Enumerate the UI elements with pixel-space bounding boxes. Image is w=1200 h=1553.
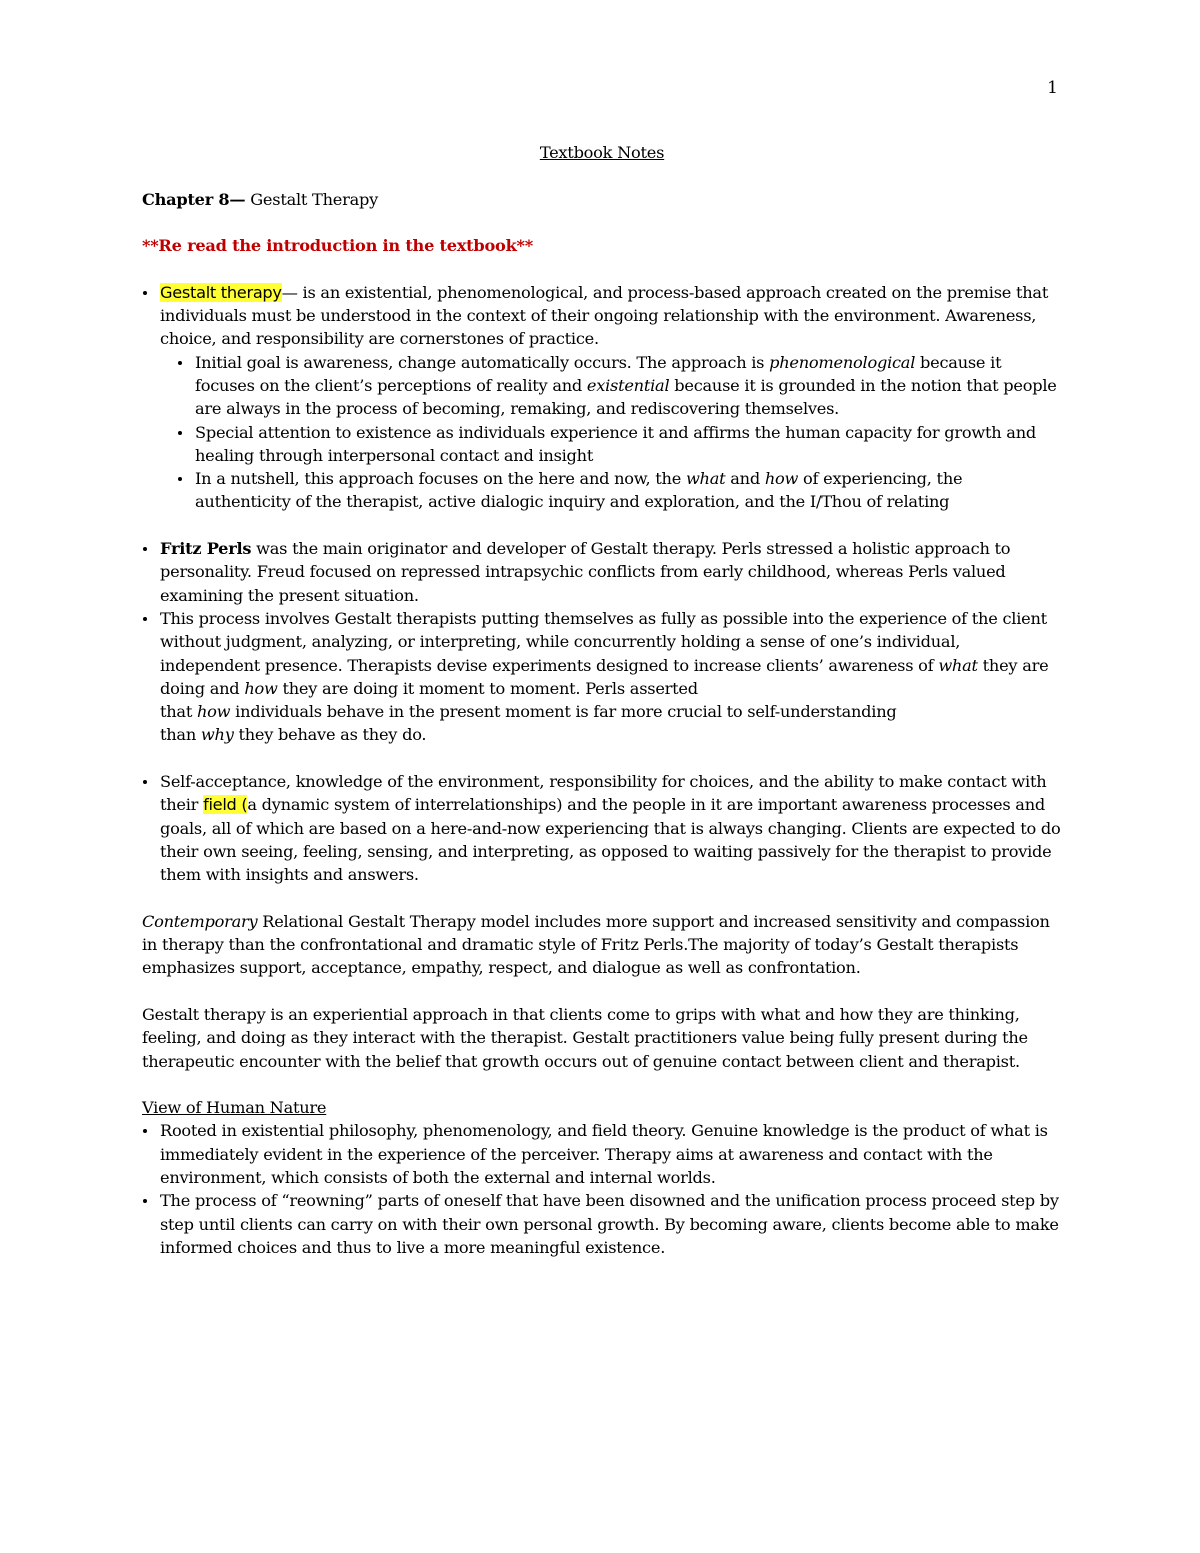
sublist-item-existence: Special attention to existence as individuals experience it and affirms the human capacity for growth and healing through interpersonal contact and insight xyxy=(177,421,1062,468)
text-run: individuals behave in the present moment is far more crucial to self-understanding xyxy=(230,702,897,722)
text-run: than xyxy=(160,725,201,745)
page-number: 1 xyxy=(1047,78,1058,98)
gestalt-sublist xyxy=(177,351,1062,514)
italic-how: how xyxy=(196,702,231,722)
sublist-item-nutshell xyxy=(177,467,1062,514)
italic-phenomenological: phenomenological xyxy=(769,352,916,372)
italic-contemporary: Contemporary xyxy=(142,911,258,931)
human-nature-list xyxy=(142,1119,1062,1259)
spacer xyxy=(142,514,1062,537)
text-run: because it is grounded in the notion that people are always in the process of becoming, remaking, and rediscovering themselves. xyxy=(195,375,1057,419)
section-heading-human-nature: View of Human Nature xyxy=(142,1098,327,1118)
italic-what: what xyxy=(685,469,726,489)
chapter-dash: — xyxy=(229,189,246,209)
italic-existential: existential xyxy=(586,375,670,395)
self-acceptance-list xyxy=(142,770,1062,886)
bold-fritz-perls: Fritz Perls xyxy=(160,539,252,559)
list-item: The process of “reowning” parts of oneself that have been disowned and the unification process proceed step by step until clients can carry on with their own personal growth. By becoming aware, clients become able to make informed choices and thus to live a more meaningful existence. xyxy=(142,1189,1062,1259)
spacer xyxy=(142,747,1062,770)
italic-why: why xyxy=(200,725,234,745)
text-run: and xyxy=(725,469,765,489)
list-item: Rooted in existential philosophy, phenomenology, and field theory. Genuine knowledge is the product of what is immediately evident in the experience of the perceiver. Therapy aims at awareness and contact with the environment, which consists of both the external and internal worlds. xyxy=(142,1119,1062,1189)
list-item-process xyxy=(142,607,1062,747)
text-run: Self-acceptance, knowledge of the environment, responsibility for choices, and the ability to make contact with their xyxy=(160,772,1047,815)
contemporary-paragraph xyxy=(142,910,1062,980)
text-run: Initial goal is awareness, change automatically occurs. The approach is xyxy=(195,352,770,372)
text-run: of experiencing, the authenticity of the therapist, active dialogic inquiry and exploration, and the I/Thou of relating xyxy=(195,469,963,512)
reread-note: **Re read the introduction in the textbook** xyxy=(142,236,533,256)
italic-how: how xyxy=(244,678,278,698)
text-run: they are doing and xyxy=(160,655,1049,698)
highlighted-term-gestalt-therapy: Gestalt therapy xyxy=(160,282,282,302)
document-title: Textbook Notes xyxy=(539,143,665,162)
text-run: This process involves Gestalt therapists putting themselves as fully as possible into the experience of the client without judgment, analyzing, or interpreting, while concurrently holding a sense of one’s individual, independent presence. Therapists devise experiments designed to increase clients’ awareness of xyxy=(160,608,1047,675)
text-run: they behave as they do. xyxy=(233,725,427,745)
text-run: Relational Gestalt Therapy model includes more support and increased sensitivity and compassion in therapy than the confrontational and dramatic style of Fritz Perls.The majority of today’s Gestalt therapists emphasizes support, acceptance, empathy, respect, and dialogue as well as confrontation. xyxy=(142,911,1050,978)
chapter-name: Gestalt Therapy xyxy=(245,189,379,209)
experiential-paragraph: Gestalt therapy is an experiential approach in that clients come to grips with what and how they are thinking, feeling, and doing as they interact with the therapist. Gestalt practitioners value being fully present during the therapeutic encounter with the belief that growth occurs out of genuine contact between client and therapist. xyxy=(142,1004,1028,1071)
chapter-heading xyxy=(142,188,1062,211)
gestalt-definition: — is an existential, phenomenological, and process-based approach created on the premise that individuals must be understood in the context of their ongoing relationship with the environment. Awareness, choice, and responsibility are cornerstones of practice. xyxy=(160,282,1049,349)
italic-what: what xyxy=(938,655,978,675)
sublist-item-awareness xyxy=(177,351,1062,421)
text-run: because it focuses on the client’s perceptions of reality and xyxy=(195,352,1002,395)
gestalt-list xyxy=(142,281,1062,514)
list-item-fritz-perls xyxy=(142,537,1062,607)
spacer xyxy=(142,887,1062,910)
text-run: was the main originator and developer of Gestalt therapy. Perls stressed a holistic approach to personality. Freud focused on repressed intrapsychic conflicts from early childhood, whereas Perls valued examining the present situation. xyxy=(160,539,1011,605)
text-run: that xyxy=(160,702,197,722)
perls-list xyxy=(142,537,1062,747)
text-run: a dynamic system of interrelationships) and the people in it are important awareness processes and goals, all of which are based on a here-and-now experiencing that is always changing. Clients are expected to do their own seeing, feeling, sensing, and interpreting, as opposed to waiting passively for the therapist to provide them with insights and answers. xyxy=(160,795,1061,885)
list-item-self-acceptance xyxy=(142,770,1062,886)
highlighted-term-field: field ( xyxy=(203,795,248,815)
text-run: they are doing it moment to moment. Perls asserted xyxy=(277,678,698,698)
chapter-label: Chapter 8 xyxy=(142,189,230,209)
italic-how: how xyxy=(764,469,799,489)
list-item-gestalt-therapy xyxy=(142,281,1062,514)
text-run: In a nutshell, this approach focuses on the here and now, the xyxy=(195,469,686,489)
document-body xyxy=(142,141,1062,1259)
